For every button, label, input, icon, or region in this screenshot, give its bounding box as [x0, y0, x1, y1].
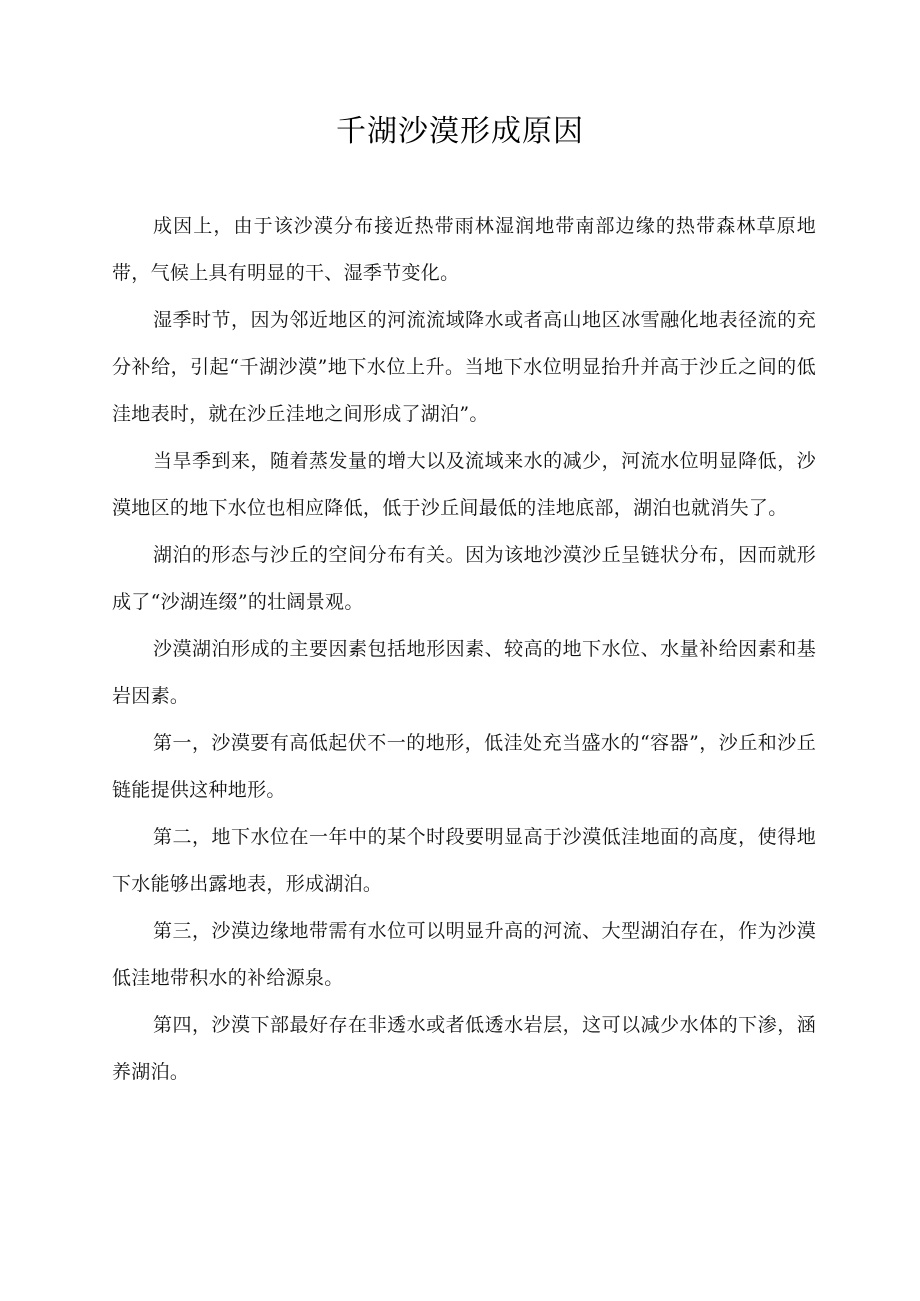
paragraph-causes: 成因上，由于该沙漠分布接近热带雨林湿润地带南部边缘的热带森林草原地带，气候上具有明显的干、湿季节变化。	[112, 215, 816, 284]
paragraph-dry-season: 当旱季到来，随着蒸发量的增大以及流域来水的减少，河流水位明显降低，沙漠地区的地下水位也相应降低，低于沙丘间最低的洼地底部，湖泊也就消失了。	[112, 450, 816, 519]
document-title: 千湖沙漠形成原因	[336, 114, 584, 149]
paragraph-main-factors: 沙漠湖泊形成的主要因素包括地形因素、较高的地下水位、水量补给因素和基岩因素。	[112, 638, 816, 707]
paragraph-factor-1: 第一，沙漠要有高低起伏不一的地形，低洼处充当盛水的“容器”，沙丘和沙丘链能提供这种地形。	[112, 732, 816, 801]
paragraph-factor-2: 第二，地下水位在一年中的某个时段要明显高于沙漠低洼地面的高度，使得地下水能够出露地表，形成湖泊。	[112, 826, 816, 895]
paragraph-lake-form: 湖泊的形态与沙丘的空间分布有关。因为该地沙漠沙丘呈链状分布，因而就形成了“沙湖连缀”的壮阔景观。	[112, 544, 816, 613]
paragraph-wet-season: 湿季时节，因为邻近地区的河流流域降水或者高山地区冰雪融化地表径流的充分补给，引起“千湖沙漠”地下水位上升。当地下水位明显抬升并高于沙丘之间的低洼地表时，就在沙丘洼地之间形成了湖泊”。	[112, 309, 816, 425]
paragraph-factor-3: 第三，沙漠边缘地带需有水位可以明显升高的河流、大型湖泊存在，作为沙漠低洼地带积水的补给源泉。	[112, 920, 816, 989]
paragraph-factor-4: 第四，沙漠下部最好存在非透水或者低透水岩层，这可以减少水体的下渗，涵养湖泊。	[112, 1014, 816, 1083]
document-body	[112, 203, 816, 1096]
